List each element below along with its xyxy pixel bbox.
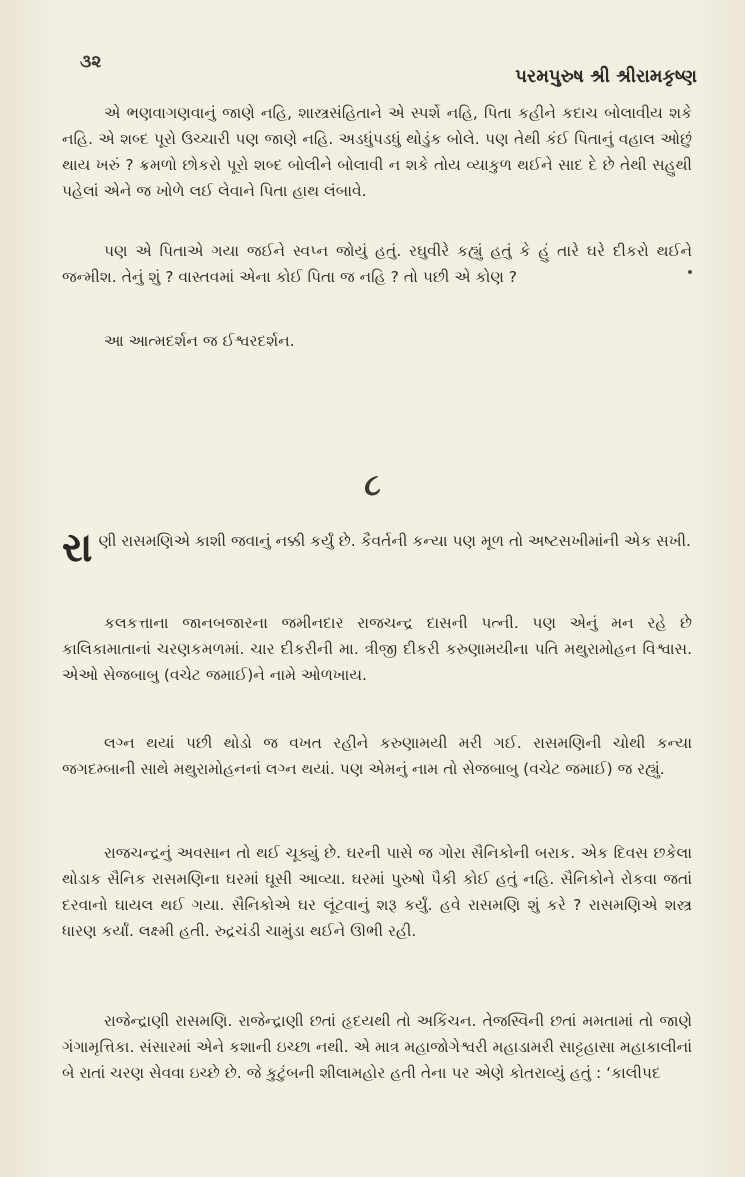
chapter-number: ૮ (364, 468, 381, 503)
page-number: ૩૨ (80, 52, 102, 72)
running-title: પરમપુરુષ શ્રી શ્રીરામકૃષ્ણ (515, 66, 697, 87)
paragraph-4-text: ણી રાસમણિએ કાશી જવાનું નક્કી કર્યું છે. કૈવર્તની કન્યા પણ મૂળ તો અષ્ટસખીમાંની એક સખી. (98, 532, 691, 550)
paragraph-7: રાજચન્દ્રનું અવસાન તો થઈ ચૂક્યું છે. ઘરની પાસે જ ગોરા સૈનિકોની બરાક. એક દિવસ છકેલા થોડાક સૈનિક રાસમણિના ઘરમાં ઘૂસી આવ્યા. ઘરમાં પુરુષો પૈકી કોઈ હતું નહિ. સૈનિકોને રોકવા જતાં દરવાનો ઘાયલ થઈ ગયા. સૈનિકોએ ઘર લૂંટવાનું શરૂ કર્યું. હવે રાસમણિ શું કરે ? રાસમણિએ શસ્ત્ર ધારણ કર્યાં. લક્ષ્મી હતી. રુદ્રચંડી ચામુંડા થઈને ઊભી રહી. (62, 844, 692, 940)
paragraph-3: આ આત્મદર્શન જ ઈશ્વરદર્શન. (104, 332, 295, 350)
paragraph-5: કલકત્તાના જાનબજારના જમીનદાર રાજચન્દ્ર દાસની પત્ની. પણ એનું મન રહે છે કાલિકામાતાનાં ચરણકમળમાં. ચાર દીકરીની મા. ત્રીજી દીકરી કરુણામયીના પતિ મથુરામોહન વિશ્વાસ. એઓ સેજબાબુ (વચેટ જમાઈ)ને નામે ઓળખાય. (62, 614, 692, 684)
drop-cap: રા (62, 525, 93, 571)
paragraph-8: રાજેન્દ્રાણી રાસમણિ. રાજેન્દ્રાણી છતાં હૃદયથી તો અકિંચન. તેજસ્વિની છતાં મમતામાં તો જાણે ગંગામૃત્તિકા. સંસારમાં એને કશાની ઇચ્છા નથી. એ માત્ર મહાજોગેશ્વરી મહાડામરી સાટ્ટહાસા મહાકાલીનાં બે રાતાં ચરણ સેવવા ઇચ્છે છે. જે કુટુંબની શીલામહોર હતી તેના પર એણે કોતરાવ્યું હતું : ‘કાલીપદ (62, 1012, 692, 1082)
paragraph-6: લગ્ન થયાં પછી થોડો જ વખત રહીને કરુણામયી મરી ગઈ. રાસમણિની ચોથી કન્યા જગદમ્બાની સાથે મથુરામોહનનાં લગ્ન થયાં. પણ એમનું નામ તો સેજબાબુ (વચેટ જમાઈ) જ રહ્યું. (62, 734, 692, 778)
chapter-opening-paragraph (62, 525, 692, 571)
ink-speck (688, 270, 692, 274)
paragraph-2: પણ એ પિતાએ ગયા જઈને સ્વપ્ન જોયું હતું. રઘુવીરે કહ્યું હતું કે હું તારે ઘરે દીકરો થઈને જન્મીશ. તેનું શું ? વાસ્તવમાં એના કોઈ પિતા જ નહિ ? તો પછી એ કોણ ? (62, 242, 692, 286)
paragraph-1: એ ભણવાગણવાનું જાણે નહિ, શાસ્ત્રસંહિતાને એ સ્પર્શે નહિ, પિતા કહીને કદાચ બોલાવીય શકે નહિ. એ શબ્દ પૂરો ઉચ્ચારી પણ જાણે નહિ. અડધુંપડધું થોડુંક બોલે. પણ તેથી કંઈ પિતાનું વહાલ ઓછું થાય ખરું ? ક્રમળો છોકરો પૂરો શબ્દ બોલીને બોલાવી ન શકે તોય વ્યાકુળ થઈને સાદ દે છે તેથી સહુથી પહેલાં એને જ ખોળે લઈ લેવાને પિતા હાથ લંબાવે. (62, 104, 692, 200)
